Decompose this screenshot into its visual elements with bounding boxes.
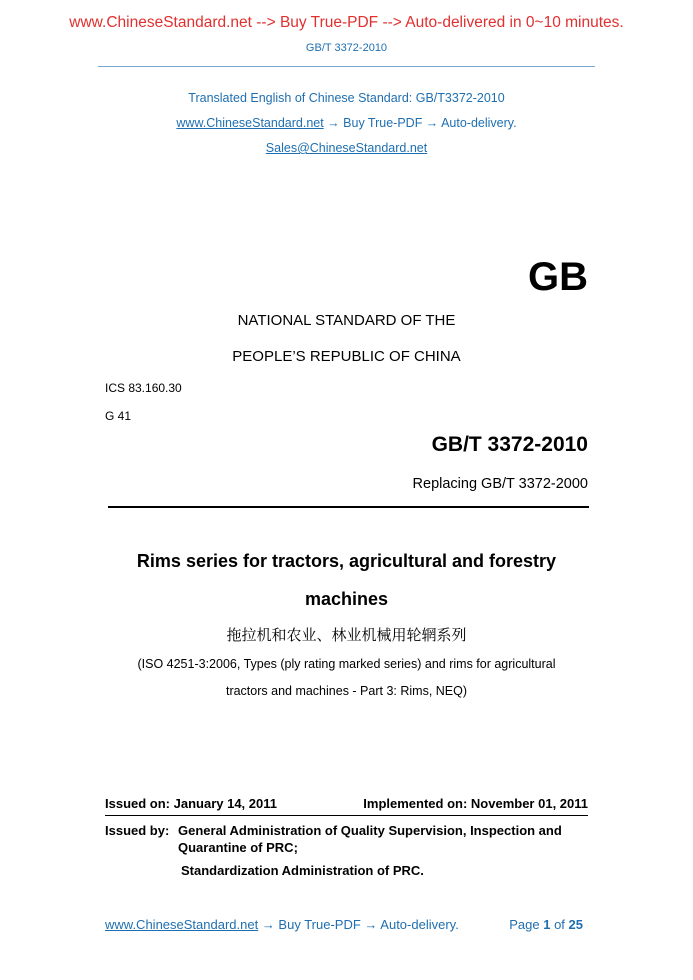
issued-by-label: Issued by: — [105, 823, 170, 838]
dates-divider — [105, 815, 588, 816]
replacing-note: Replacing GB/T 3372-2000 — [412, 476, 588, 492]
of-label: of — [554, 917, 565, 932]
page-indicator — [509, 917, 583, 932]
footer-promo — [105, 917, 459, 932]
title-line1: Rims series for tractors, agricultural and forestry — [136, 551, 557, 571]
issuer-line1: General Administration of Quality Supervision, Inspection and — [178, 823, 562, 838]
implemented-date: Implemented on: November 01, 2011 — [363, 796, 588, 811]
page-total: 25 — [568, 917, 583, 932]
footer-rest: → Buy True-PDF → Auto-delivery. — [258, 917, 459, 932]
promo-title: Translated English of Chinese Standard: GB/T3372-2010 — [188, 91, 505, 105]
iso-reference-line1: (ISO 4251-3:2006, Types (ply rating marked series) and rims for agricultural — [137, 657, 556, 671]
ccs-code: G 41 — [105, 409, 132, 423]
promo-link[interactable]: www.ChineseStandard.net — [176, 116, 324, 130]
cover-divider — [108, 506, 589, 508]
header-code: GB/T 3372-2010 — [305, 42, 388, 54]
page-label: Page — [509, 917, 540, 932]
issued-date: Issued on: January 14, 2011 — [105, 796, 277, 811]
promo-line — [0, 116, 693, 130]
issuer-line2: Quarantine of PRC; — [178, 840, 298, 855]
top-banner[interactable]: www.ChineseStandard.net --> Buy True-PDF --> Auto-delivered in 0~10 minutes. — [69, 14, 624, 31]
national-standard-line1: NATIONAL STANDARD OF THE — [237, 312, 456, 329]
page-number: 1 — [543, 917, 551, 932]
footer-link[interactable]: www.ChineseStandard.net — [105, 917, 259, 932]
issuer-line3: Standardization Administration of PRC. — [181, 863, 424, 878]
promo-rest: → Buy True-PDF → Auto-delivery. — [323, 116, 517, 130]
chinese-title: 拖拉机和农业、林业机械用轮辋系列 — [226, 626, 467, 644]
sales-email-link[interactable]: Sales@ChineseStandard.net — [265, 141, 428, 155]
title-line2: machines — [304, 589, 389, 609]
ics-code: ICS 83.160.30 — [105, 381, 182, 395]
gb-logo: GB — [528, 255, 588, 299]
iso-reference-line2: tractors and machines - Part 3: Rims, NEQ) — [225, 684, 468, 698]
standard-code: GB/T 3372-2010 — [431, 433, 588, 456]
header-divider — [98, 66, 595, 67]
national-standard-line2: PEOPLE’S REPUBLIC OF CHINA — [232, 348, 461, 365]
